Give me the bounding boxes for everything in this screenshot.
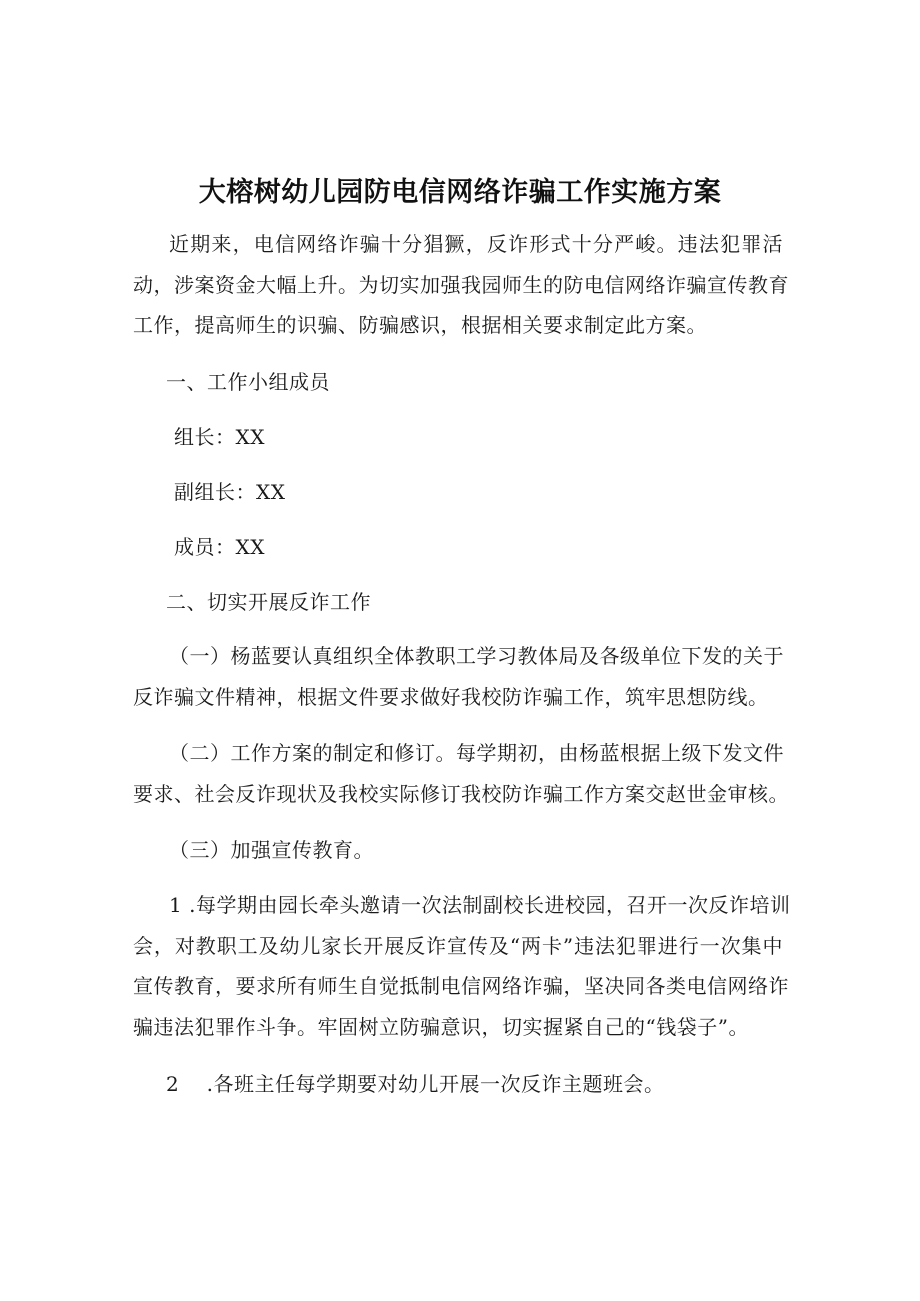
intro-line-2: 动，涉案资金大幅上升。为切实加强我园师生的防电信网络诈骗宣传教育 <box>133 272 789 297</box>
intro-paragraph <box>133 224 789 346</box>
item-2-line-2: 要求、社会反诈现状及我校实际修订我校防诈骗工作方案交赵世金审核。 <box>133 781 789 806</box>
item-1-paragraph <box>133 636 783 717</box>
point-2: 2 .各班主任每学期要对幼儿开展一次反诈主题班会。 <box>166 1072 665 1096</box>
point-1-paragraph <box>133 885 791 1047</box>
intro-line-3: 工作，提高师生的识骗、防骗感识，根据相关要求制定此方案。 <box>133 313 707 337</box>
item-2-line-1: （二）工作方案的制定和修订。每学期初，由杨蓝根据上级下发文件 <box>169 741 784 765</box>
group-deputy-leader: 副组长：XX <box>174 480 286 504</box>
group-leader: 组长：XX <box>174 425 265 449</box>
item-2-paragraph <box>133 733 789 814</box>
intro-line-1: 近期来，电信网络诈骗十分猖獗，反诈形式十分严峻。违法犯罪活 <box>169 232 783 256</box>
section-1-heading: 一、工作小组成员 <box>166 370 330 394</box>
group-members: 成员：XX <box>174 535 265 559</box>
item-1-line-2: 反诈骗文件精神，根据文件要求做好我校防诈骗工作，筑牢思想防线。 <box>133 684 769 709</box>
document-title: 大榕树幼儿园防电信网络诈骗工作实施方案 <box>198 177 722 208</box>
point-1-line-3: 宣传教育，要求所有师生自觉抵制电信网络诈骗，坚决同各类电信网络诈 <box>133 974 789 998</box>
point-1-line-4: 骗违法犯罪作斗争。牢固树立防骗意识，切实握紧自己的“钱袋子”。 <box>133 1014 749 1039</box>
item-1-line-1: （一）杨蓝要认真组织全体教职工学习教体局及各级单位下发的关于 <box>169 644 784 668</box>
point-1-line-2: 会，对教职工及幼儿家长开展反诈宣传及“两卡”违法犯罪进行一次集中 <box>133 933 783 958</box>
point-1-line-1: 1 .每学期由园长牵头邀请一次法制副校长进校园，召开一次反诈培训 <box>169 893 791 917</box>
section-2-heading: 二、切实开展反诈工作 <box>166 590 371 614</box>
item-3-heading: （三）加强宣传教育。 <box>169 838 374 862</box>
